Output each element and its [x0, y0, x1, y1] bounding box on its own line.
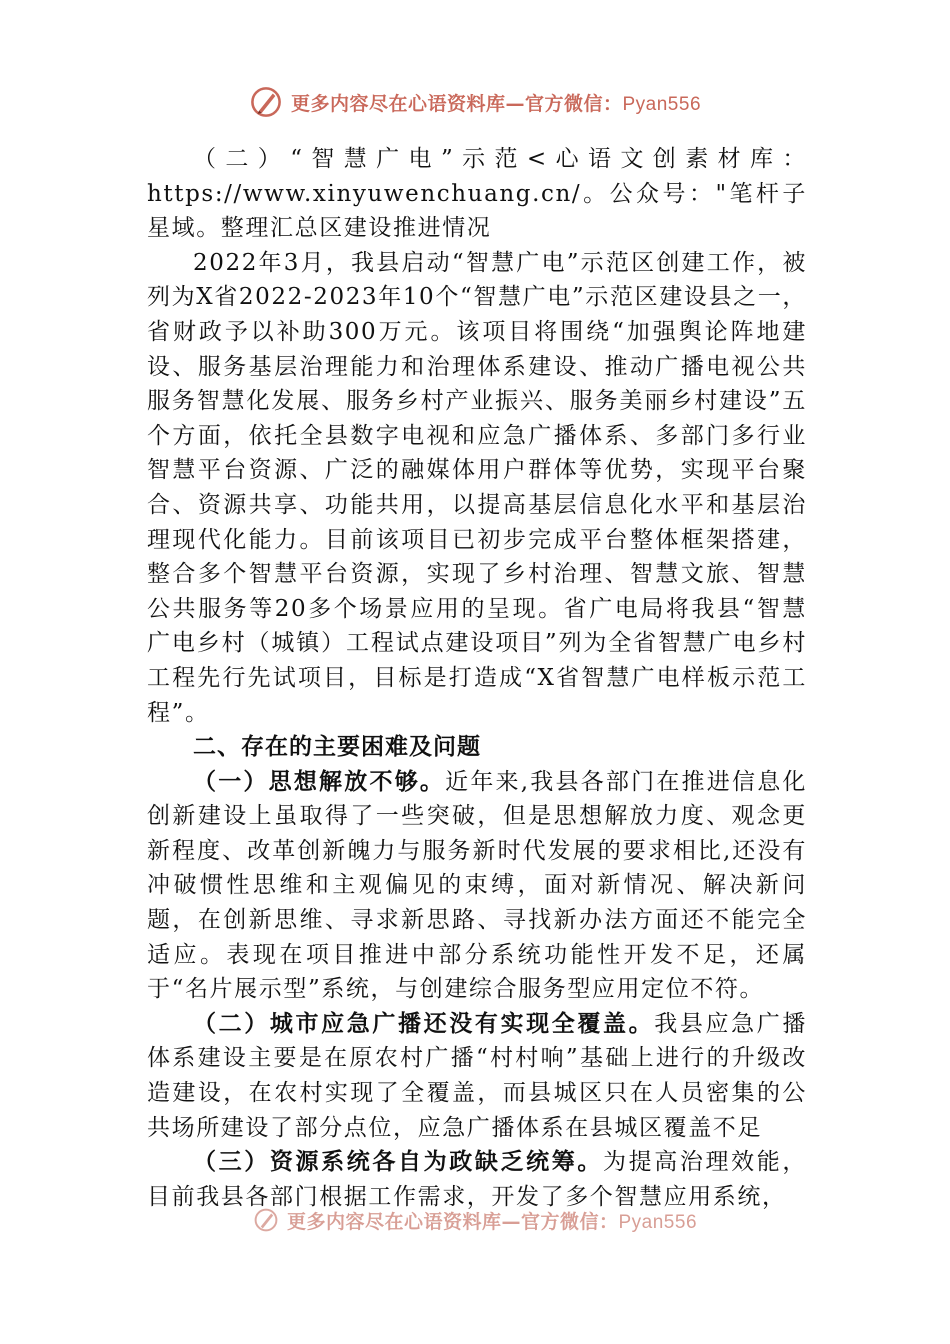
pen-logo-icon	[249, 85, 283, 119]
item-2-lead: （二）城市应急广播还没有实现全覆盖。	[193, 1009, 655, 1037]
watermark-banner-top	[0, 82, 950, 122]
item-1-text: 近年来,我县各部门在推进信息化创新建设上虽取得了一些突破，但是思想解放力度、观念更新程度、改革创新魄力与服务新时代发展的要求相比,还没有冲破惯性思维和主观偏见的束缚，面对新情况、解决新问题，在创新思维、寻求新思路、寻找新办法方面还不能完全适应。表现在项目推进中部分系统功能性开发不足，还属于“名片展示型”系统，与创建综合服务型应用定位不符。	[147, 768, 808, 1003]
section-heading-smart-broadcast: （二）“智慧广电”示范<心语文创素材库：https://www.xinyuwenchuang.cn/。公众号："笔杆子星域。整理汇总区建设推进情况	[147, 146, 807, 242]
document-body	[147, 142, 807, 1214]
item-3-lead: （三）资源系统各自为政缺乏统筹。	[193, 1148, 604, 1176]
watermark-text: 更多内容尽在心语资料库—官方微信：Pyan556	[290, 92, 702, 115]
pen-logo-icon	[253, 1207, 279, 1233]
item-1-lead: （一）思想解放不够。	[193, 767, 446, 795]
section-heading-difficulties: 二、存在的主要困难及问题	[193, 734, 481, 761]
watermark-text-bottom: 更多内容尽在心语资料库—官方微信：Pyan556	[286, 1210, 698, 1233]
item-3-text: 为提高治理效能，目前我县各部门根据工作需求，开发了多个智慧应用系统，	[147, 1149, 807, 1210]
paragraph-item-2	[147, 1007, 807, 1145]
paragraph-item-1	[147, 765, 807, 1007]
item-2-text: 我县应急广播体系建设主要是在原农村广播“村村响”基础上进行的升级改造建设，在农村实现了全覆盖，而县城区只在人员密集的公共场所建设了部分点位，应急广播体系在县城区覆盖不足	[147, 1010, 807, 1141]
paragraph-smart-broadcast: 2022年3月，我县启动“智慧广电”示范区创建工作，被列为X省2022-2023年10个“智慧广电”示范区建设县之一，省财政予以补助300万元。该项目将围绕“加强舆论阵地建设、服务基层治理能力和治理体系建设、推动广播电视公共服务智慧化发展、服务乡村产业振兴、服务美丽乡村建设”五个方面，依托全县数字电视和应急广播体系、多部门多行业智慧平台资源、广泛的融媒体用户群体等优势，实现平台聚合、资源共享、功能共用，以提高基层信息化水平和基层治理现代化能力。目前该项目已初步完成平台整体框架搭建，整合多个智慧平台资源，实现了乡村治理、智慧文旅、智慧公共服务等20多个场景应用的呈现。省广电局将我县“智慧广电乡村（城镇）工程试点建设项目”列为全省智慧广电乡村工程先行先试项目，目标是打造成“X省智慧广电样板示范工程”。	[147, 249, 807, 726]
watermark-banner-bottom	[0, 1204, 950, 1236]
